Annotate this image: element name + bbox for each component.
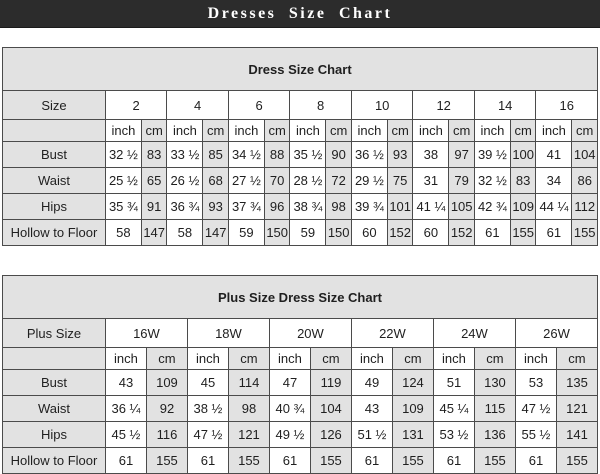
value-cm-cell: 97 — [449, 142, 475, 168]
value-inch-cell: 59 — [228, 220, 264, 246]
value-cm-cell: 155 — [572, 220, 598, 246]
measurement-row — [3, 370, 598, 396]
value-inch-cell: 28 ½ — [290, 168, 326, 194]
value-inch-cell: 58 — [167, 220, 203, 246]
value-inch-cell: 33 ½ — [167, 142, 203, 168]
value-cm-cell: 109 — [146, 370, 187, 396]
size-value-cell: 16 — [536, 91, 598, 120]
value-inch-cell: 36 ½ — [351, 142, 387, 168]
value-inch-cell: 36 ¾ — [167, 194, 203, 220]
dress-size-table — [2, 47, 598, 246]
plus-size-table — [2, 275, 598, 474]
value-cm-cell: 124 — [392, 370, 433, 396]
measurement-row — [3, 220, 598, 246]
size-value-cell: 10 — [351, 91, 413, 120]
value-cm-cell: 105 — [449, 194, 475, 220]
value-cm-cell: 126 — [310, 422, 351, 448]
plus-size-chart-section — [2, 275, 598, 474]
value-cm-cell: 88 — [264, 142, 290, 168]
value-cm-cell: 155 — [556, 448, 597, 474]
value-inch-cell: 53 ½ — [433, 422, 474, 448]
unit-inch-cell: inch — [413, 120, 449, 142]
value-cm-cell: 121 — [228, 422, 269, 448]
value-cm-cell: 130 — [474, 370, 515, 396]
value-inch-cell: 61 — [105, 448, 146, 474]
value-cm-cell: 68 — [203, 168, 229, 194]
unit-row-spacer-cell — [3, 120, 106, 142]
size-value-cell: 6 — [228, 91, 290, 120]
value-cm-cell: 104 — [572, 142, 598, 168]
value-inch-cell: 60 — [351, 220, 387, 246]
value-cm-cell: 98 — [326, 194, 352, 220]
unit-row-spacer-cell — [3, 348, 106, 370]
value-inch-cell: 26 ½ — [167, 168, 203, 194]
value-cm-cell: 155 — [146, 448, 187, 474]
value-inch-cell: 49 — [351, 370, 392, 396]
value-inch-cell: 34 ½ — [228, 142, 264, 168]
value-cm-cell: 109 — [392, 396, 433, 422]
value-inch-cell: 45 ¼ — [433, 396, 474, 422]
unit-cm-cell: cm — [510, 120, 536, 142]
value-inch-cell: 36 ¼ — [105, 396, 146, 422]
value-inch-cell: 59 — [290, 220, 326, 246]
page-header-bar — [0, 0, 600, 28]
measurement-label-cell: Hollow to Floor — [3, 220, 106, 246]
value-inch-cell: 45 — [187, 370, 228, 396]
value-cm-cell: 83 — [510, 168, 536, 194]
value-inch-cell: 51 — [433, 370, 474, 396]
size-row-label-cell: Plus Size — [3, 319, 106, 348]
unit-cm-cell: cm — [449, 120, 475, 142]
size-value-cell: 4 — [167, 91, 229, 120]
value-cm-cell: 150 — [326, 220, 352, 246]
value-cm-cell: 79 — [449, 168, 475, 194]
unit-inch-cell: inch — [269, 348, 310, 370]
value-inch-cell: 41 ¼ — [413, 194, 449, 220]
measurement-row — [3, 142, 598, 168]
value-cm-cell: 155 — [510, 220, 536, 246]
value-inch-cell: 39 ¾ — [351, 194, 387, 220]
value-cm-cell: 155 — [228, 448, 269, 474]
unit-cm-cell: cm — [556, 348, 597, 370]
unit-cm-cell: cm — [141, 120, 167, 142]
value-cm-cell: 152 — [449, 220, 475, 246]
table-title-cell: Dress Size Chart — [3, 48, 598, 91]
value-cm-cell: 96 — [264, 194, 290, 220]
value-cm-cell: 100 — [510, 142, 536, 168]
value-cm-cell: 121 — [556, 396, 597, 422]
unit-inch-cell: inch — [187, 348, 228, 370]
size-value-cell: 2 — [105, 91, 167, 120]
value-cm-cell: 83 — [141, 142, 167, 168]
value-inch-cell: 39 ½ — [474, 142, 510, 168]
value-cm-cell: 155 — [474, 448, 515, 474]
value-inch-cell: 49 ½ — [269, 422, 310, 448]
size-value-cell: 24W — [433, 319, 515, 348]
size-value-cell: 20W — [269, 319, 351, 348]
measurement-label-cell: Hips — [3, 422, 106, 448]
measurement-row — [3, 396, 598, 422]
value-inch-cell: 61 — [515, 448, 556, 474]
unit-inch-cell: inch — [290, 120, 326, 142]
value-cm-cell: 119 — [310, 370, 351, 396]
unit-cm-cell: cm — [474, 348, 515, 370]
unit-cm-cell: cm — [228, 348, 269, 370]
value-inch-cell: 35 ¾ — [105, 194, 141, 220]
value-inch-cell: 42 ¾ — [474, 194, 510, 220]
value-cm-cell: 135 — [556, 370, 597, 396]
value-cm-cell: 90 — [326, 142, 352, 168]
value-inch-cell: 32 ½ — [474, 168, 510, 194]
unit-inch-cell: inch — [351, 120, 387, 142]
unit-cm-cell: cm — [572, 120, 598, 142]
size-value-cell: 12 — [413, 91, 475, 120]
value-inch-cell: 38 — [413, 142, 449, 168]
dress-size-chart-section — [2, 47, 598, 246]
unit-cm-cell: cm — [146, 348, 187, 370]
value-inch-cell: 60 — [413, 220, 449, 246]
value-inch-cell: 47 ½ — [515, 396, 556, 422]
unit-cm-cell: cm — [310, 348, 351, 370]
value-cm-cell: 101 — [387, 194, 413, 220]
measurement-label-cell: Waist — [3, 396, 106, 422]
size-value-cell: 14 — [474, 91, 536, 120]
unit-inch-cell: inch — [433, 348, 474, 370]
size-value-cell: 8 — [290, 91, 352, 120]
table-title-cell: Plus Size Dress Size Chart — [3, 276, 598, 319]
size-charts-area — [0, 47, 600, 474]
value-cm-cell: 116 — [146, 422, 187, 448]
size-row-label-cell: Size — [3, 91, 106, 120]
value-cm-cell: 147 — [141, 220, 167, 246]
value-cm-cell: 104 — [310, 396, 351, 422]
value-cm-cell: 92 — [146, 396, 187, 422]
unit-cm-cell: cm — [264, 120, 290, 142]
value-inch-cell: 43 — [351, 396, 392, 422]
measurement-row — [3, 194, 598, 220]
value-cm-cell: 155 — [310, 448, 351, 474]
value-cm-cell: 109 — [510, 194, 536, 220]
unit-inch-cell: inch — [515, 348, 556, 370]
value-cm-cell: 150 — [264, 220, 290, 246]
size-value-cell: 16W — [105, 319, 187, 348]
value-inch-cell: 35 ½ — [290, 142, 326, 168]
unit-inch-cell: inch — [536, 120, 572, 142]
size-value-cell: 22W — [351, 319, 433, 348]
value-inch-cell: 61 — [269, 448, 310, 474]
unit-inch-cell: inch — [105, 120, 141, 142]
value-inch-cell: 44 ¼ — [536, 194, 572, 220]
unit-cm-cell: cm — [387, 120, 413, 142]
measurement-label-cell: Bust — [3, 370, 106, 396]
unit-inch-cell: inch — [167, 120, 203, 142]
value-cm-cell: 65 — [141, 168, 167, 194]
measurement-label-cell: Bust — [3, 142, 106, 168]
measurement-label-cell: Hollow to Floor — [3, 448, 106, 474]
value-cm-cell: 152 — [387, 220, 413, 246]
size-value-cell: 26W — [515, 319, 597, 348]
value-inch-cell: 38 ½ — [187, 396, 228, 422]
value-inch-cell: 37 ¾ — [228, 194, 264, 220]
size-value-cell: 18W — [187, 319, 269, 348]
unit-cm-cell: cm — [203, 120, 229, 142]
value-inch-cell: 61 — [351, 448, 392, 474]
value-inch-cell: 38 ¾ — [290, 194, 326, 220]
measurement-row — [3, 448, 598, 474]
value-inch-cell: 43 — [105, 370, 146, 396]
page-title: Dresses Size Chart — [207, 4, 393, 22]
unit-inch-cell: inch — [228, 120, 264, 142]
measurement-row — [3, 422, 598, 448]
value-inch-cell: 61 — [433, 448, 474, 474]
unit-inch-cell: inch — [351, 348, 392, 370]
value-cm-cell: 114 — [228, 370, 269, 396]
value-cm-cell: 72 — [326, 168, 352, 194]
value-cm-cell: 136 — [474, 422, 515, 448]
value-cm-cell: 112 — [572, 194, 598, 220]
value-inch-cell: 29 ½ — [351, 168, 387, 194]
value-cm-cell: 115 — [474, 396, 515, 422]
unit-cm-cell: cm — [392, 348, 433, 370]
value-cm-cell: 91 — [141, 194, 167, 220]
value-cm-cell: 86 — [572, 168, 598, 194]
value-cm-cell: 93 — [387, 142, 413, 168]
value-inch-cell: 47 — [269, 370, 310, 396]
unit-inch-cell: inch — [105, 348, 146, 370]
value-cm-cell: 93 — [203, 194, 229, 220]
value-inch-cell: 32 ½ — [105, 142, 141, 168]
unit-cm-cell: cm — [326, 120, 352, 142]
value-cm-cell: 85 — [203, 142, 229, 168]
value-inch-cell: 31 — [413, 168, 449, 194]
value-cm-cell: 75 — [387, 168, 413, 194]
value-inch-cell: 40 ¾ — [269, 396, 310, 422]
value-inch-cell: 51 ½ — [351, 422, 392, 448]
value-inch-cell: 61 — [474, 220, 510, 246]
value-inch-cell: 61 — [187, 448, 228, 474]
measurement-label-cell: Hips — [3, 194, 106, 220]
unit-inch-cell: inch — [474, 120, 510, 142]
value-inch-cell: 53 — [515, 370, 556, 396]
value-inch-cell: 27 ½ — [228, 168, 264, 194]
value-inch-cell: 61 — [536, 220, 572, 246]
value-inch-cell: 45 ½ — [105, 422, 146, 448]
value-inch-cell: 34 — [536, 168, 572, 194]
value-cm-cell: 98 — [228, 396, 269, 422]
value-inch-cell: 58 — [105, 220, 141, 246]
value-cm-cell: 131 — [392, 422, 433, 448]
measurement-label-cell: Waist — [3, 168, 106, 194]
value-inch-cell: 55 ½ — [515, 422, 556, 448]
value-cm-cell: 70 — [264, 168, 290, 194]
measurement-row — [3, 168, 598, 194]
value-cm-cell: 155 — [392, 448, 433, 474]
value-cm-cell: 141 — [556, 422, 597, 448]
value-inch-cell: 25 ½ — [105, 168, 141, 194]
value-inch-cell: 47 ½ — [187, 422, 228, 448]
value-cm-cell: 147 — [203, 220, 229, 246]
value-inch-cell: 41 — [536, 142, 572, 168]
